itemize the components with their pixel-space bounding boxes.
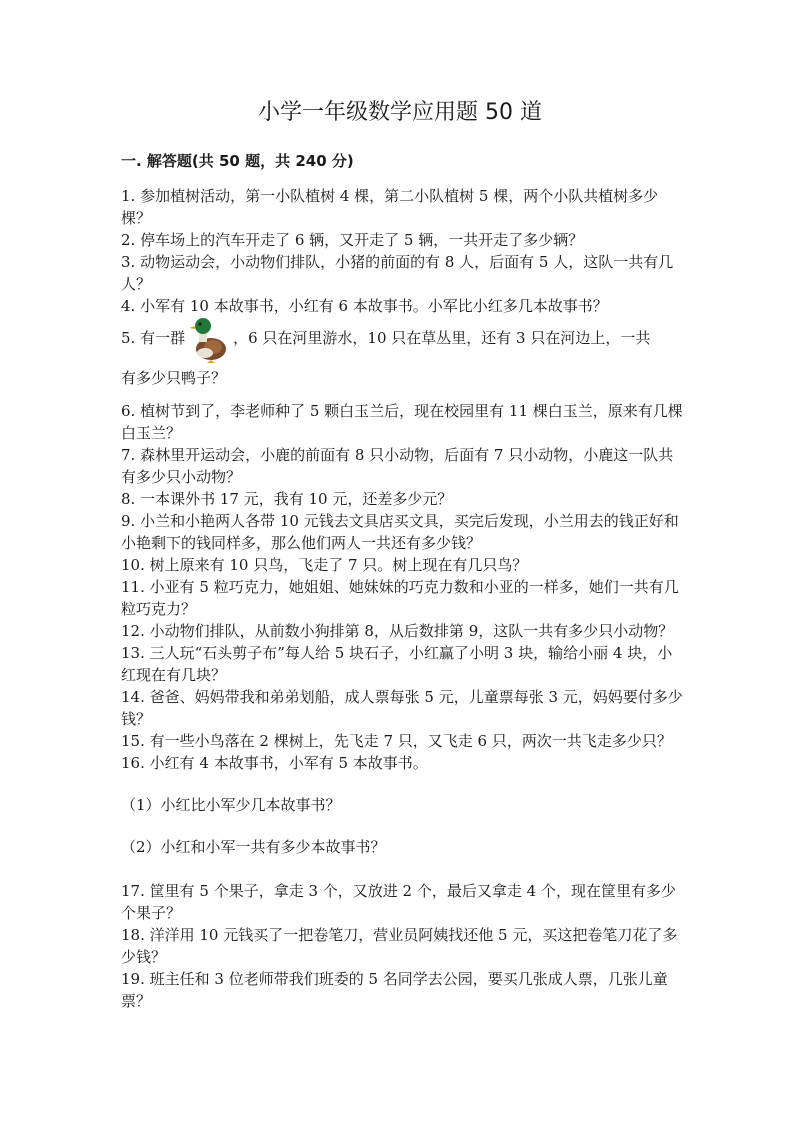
question-12: 12. 小动物们排队，从前数小狗排第 8，从后数排第 9，这队一共有多少只小动物？ [121,622,674,640]
questions-block-2 [121,400,683,1012]
question-6: 6. 植树节到了，李老师种了 5 颗白玉兰后，现在校园里有 11 棵白玉兰，原来有几棵白玉兰？ [121,402,683,442]
question-1: 1. 参加植树活动，第一小队植树 4 棵，第二小队植树 5 棵，两个小队共植树多少棵？ [121,187,659,227]
question-9: 9. 小兰和小艳两人各带 10 元钱去文具店买文具，买完后发现，小兰用去的钱正好和小艳剩下的钱同样多，那么他们两人一共还有多少钱？ [121,512,679,552]
question-5-line-2: 有多少只鸭子？ [121,369,227,387]
question-5-prefix: 5. 有一群 [121,329,186,347]
question-19: 19. 班主任和 3 位老师带我们班委的 5 名同学去公园，要买几张成人票，几张儿童票？ [121,970,668,1010]
question-14: 14. 爸爸、妈妈带我和弟弟划船，成人票每张 5 元，儿童票每张 3 元，妈妈要付多少钱？ [121,688,683,728]
question-8: 8. 一本课外书 17 元，我有 10 元，还差多少元？ [121,490,453,508]
question-5 [121,313,683,389]
question-13: 13. 三人玩“石头剪子布”每人给 5 块石子，小红赢了小明 3 块，输给小丽 4 块，小红现在有几块？ [121,644,673,684]
question-10: 10. 树上原来有 10 只鸟，飞走了 7 只。树上现在有几只鸟？ [121,556,528,574]
question-18: 18. 洋洋用 10 元钱买了一把卷笔刀，营业员阿姨找还他 5 元，买这把卷笔刀花了多少钱？ [121,926,678,966]
page-title: 小学一年级数学应用题 50 道 [258,100,542,125]
questions-block-1 [121,185,683,317]
question-5-suffix: ，6 只在河里游水，10 只在草丛里，还有 3 只在河边上，一共 [233,329,651,347]
section-heading: 一. 解答题(共 50 题，共 240 分) [121,152,354,170]
question-4: 4. 小军有 10 本故事书，小红有 6 本故事书。小军比小红多几本故事书？ [121,297,608,315]
duck-icon [189,313,229,363]
question-16-part-1: （1）小红比小军少几本故事书？ [121,796,341,814]
question-2: 2. 停车场上的汽车开走了 6 辆，又开走了 5 辆，一共开走了多少辆？ [121,231,584,249]
question-7: 7. 森林里开运动会，小鹿的前面有 8 只小动物，后面有 7 只小动物，小鹿这一队共有多少只小动物？ [121,446,674,486]
question-16-part-2: （2）小红和小军一共有多少本故事书？ [121,838,386,856]
question-17: 17. 筐里有 5 个果子，拿走 3 个，又放进 2 个，最后又拿走 4 个，现在筐里有多少个果子？ [121,882,676,922]
question-11: 11. 小亚有 5 粒巧克力，她姐姐、她妹妹的巧克力数和小亚的一样多，她们一共有几粒巧克力？ [121,578,679,618]
question-3: 3. 动物运动会，小动物们排队，小猪的前面的有 8 人，后面有 5 人，这队一共有几人？ [121,253,674,293]
question-16: 16. 小红有 4 本故事书，小军有 5 本故事书。 [121,754,428,772]
question-15: 15. 有一些小鸟落在 2 棵树上，先飞走 7 只，又飞走 6 只，两次一共飞走多少只？ [121,732,672,750]
